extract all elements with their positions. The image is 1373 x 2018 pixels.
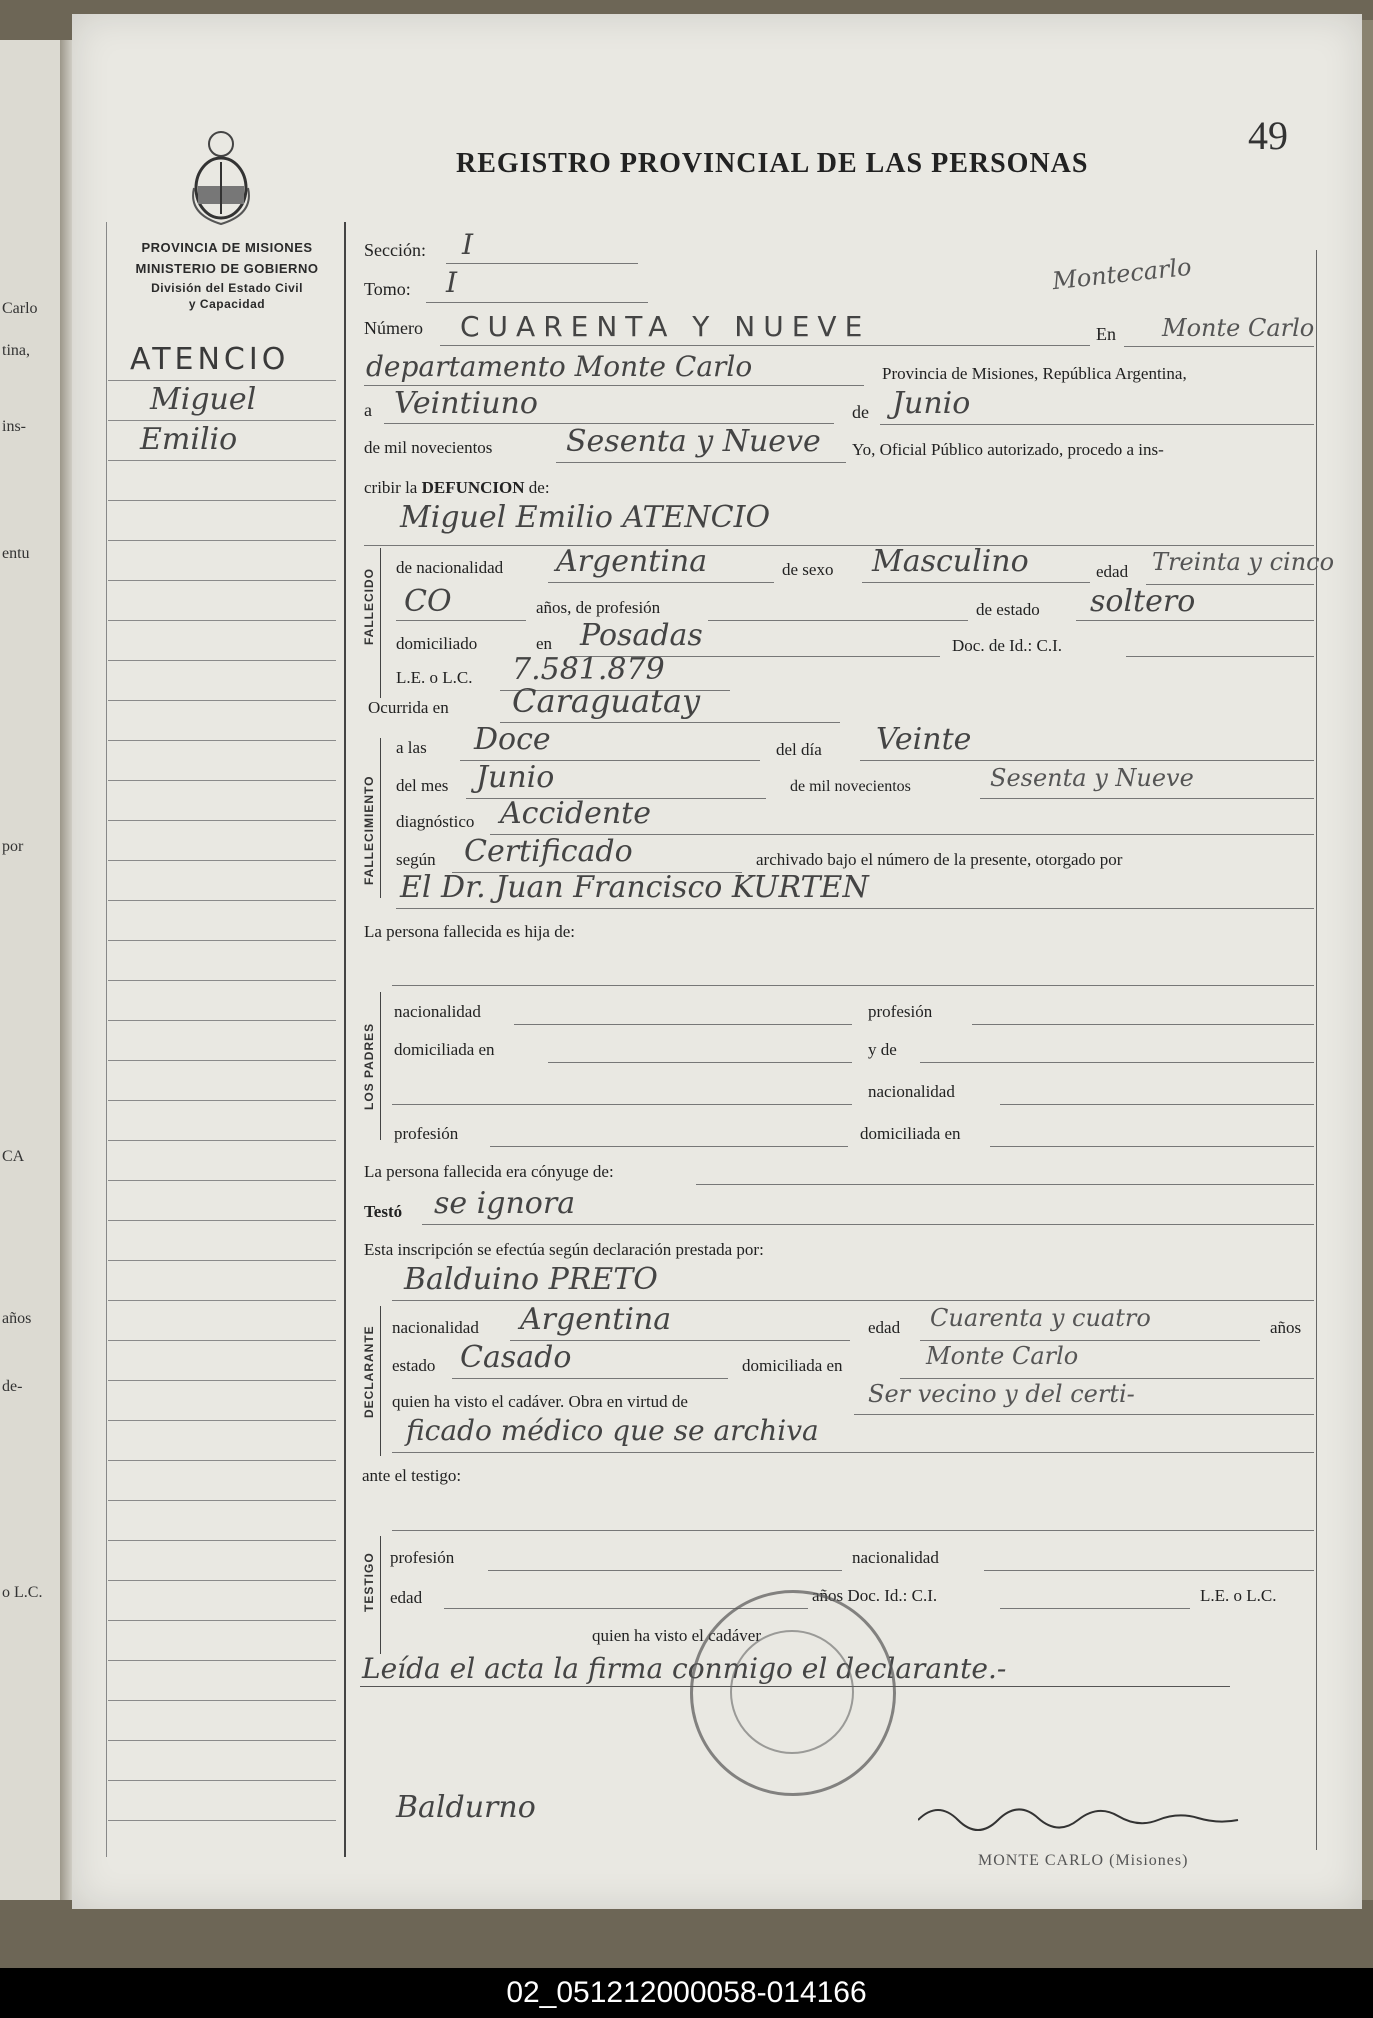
declarante-nacionalidad-label: nacionalidad	[392, 1318, 479, 1337]
margin-line	[108, 1180, 336, 1181]
testigo-side-label: TESTIGO	[362, 1552, 376, 1612]
margin-line	[108, 380, 336, 381]
field-line	[548, 582, 774, 583]
left-page-fragment: ins-	[2, 418, 26, 435]
left-page-fragment: CA	[2, 1148, 25, 1165]
margin-line	[108, 1220, 336, 1221]
quien-label: quien ha visto el cadáver. Obra en virtud de	[392, 1392, 688, 1411]
official-seal-inner	[730, 1630, 854, 1754]
field-line	[392, 1104, 852, 1105]
field-line	[514, 1024, 852, 1025]
left-column-rule	[344, 222, 346, 1857]
section-rule	[380, 738, 381, 898]
padres-side-label: LOS PADRES	[362, 1022, 376, 1110]
del-dia-label: del día	[776, 740, 822, 759]
margin-line	[108, 500, 336, 501]
margin-first-name: Miguel	[150, 382, 257, 417]
margin-line	[108, 1020, 336, 1021]
left-page-fragment: o L.C.	[2, 1584, 43, 1601]
seccion-value: I	[462, 228, 474, 261]
margin-line	[108, 700, 336, 701]
ocurrida-value: Caraguatay	[512, 682, 701, 720]
field-line	[426, 302, 648, 303]
testo-value: se ignora	[434, 1186, 576, 1221]
de-colon-label: de:	[528, 478, 550, 497]
field-line	[488, 1570, 842, 1571]
margin-line	[108, 1700, 336, 1701]
sexo-value: Masculino	[872, 544, 1029, 579]
hija-label: La persona fallecida es hija de:	[364, 922, 575, 941]
right-border-rule	[1316, 250, 1317, 1850]
division-label: División del Estado Civil	[151, 281, 303, 295]
margin-line	[108, 1380, 336, 1381]
field-line	[1000, 1104, 1314, 1105]
margin-line	[108, 1540, 336, 1541]
tomo-value: I	[446, 266, 458, 299]
field-line	[880, 424, 1314, 425]
margin-line	[108, 1420, 336, 1421]
field-line	[972, 1024, 1314, 1025]
field-line	[392, 1530, 1314, 1531]
section-rule	[380, 1536, 381, 1654]
margin-line	[108, 460, 336, 461]
margin-line	[108, 980, 336, 981]
officer-signature	[918, 1800, 1248, 1834]
section-rule	[380, 548, 381, 698]
estado-label: de estado	[976, 600, 1040, 619]
testigo-le-label: L.E. o L.C.	[1200, 1586, 1277, 1605]
edad-label: edad	[1096, 562, 1129, 581]
stamp-text	[978, 1852, 1188, 1870]
margin-line	[108, 1140, 336, 1141]
field-line	[708, 620, 968, 621]
a-las-label: a las	[396, 738, 427, 757]
tomo-label: Tomo:	[364, 279, 411, 299]
province-label: PROVINCIA DE MISIONES	[141, 240, 313, 255]
field-line	[556, 462, 846, 463]
margin-line	[108, 540, 336, 541]
field-line	[500, 722, 840, 723]
field-line	[1000, 1608, 1190, 1609]
field-line	[854, 1414, 1314, 1415]
margin-line	[108, 780, 336, 781]
testigo-quien-label: quien ha visto el cadáver	[592, 1626, 761, 1645]
en-value: Monte Carlo	[1162, 314, 1315, 342]
defuncion-label: DEFUNCION	[421, 478, 525, 497]
declarante-estado-label: estado	[392, 1356, 436, 1375]
margin-line	[108, 1060, 336, 1061]
fallecimiento-side-label: FALLECIMIENTO	[362, 775, 376, 885]
ministry-label: MINISTERIO DE GOBIERNO	[135, 261, 319, 276]
margin-line	[108, 1660, 336, 1661]
field-line	[920, 1062, 1314, 1063]
margin-line	[108, 620, 336, 621]
margin-line	[108, 940, 336, 941]
margin-line	[108, 660, 336, 661]
left-page-fragment: de-	[2, 1378, 23, 1395]
field-line	[860, 760, 1314, 761]
stamp-location: MONTE CARLO	[978, 1852, 1105, 1869]
mil-novecientos-value: Sesenta y Nueve	[990, 764, 1194, 792]
en-label: En	[1096, 324, 1116, 344]
testigo-doc-label: años Doc. Id.: C.I.	[812, 1586, 938, 1605]
field-line	[1124, 346, 1314, 347]
declarante-edad-label: edad	[868, 1318, 901, 1337]
domiciliado-en-label: en	[536, 634, 553, 653]
left-margin-rule	[106, 222, 107, 1857]
padres-domiciliada-label: domiciliada en	[394, 1040, 495, 1059]
field-line	[396, 908, 1314, 909]
margin-line	[108, 420, 336, 421]
field-line	[422, 1224, 1314, 1225]
le-lc-label: L.E. o L.C.	[396, 668, 473, 687]
margin-line	[108, 860, 336, 861]
margin-line	[108, 1780, 336, 1781]
numero-value: CUARENTA Y NUEVE	[460, 310, 871, 343]
field-line	[920, 1340, 1260, 1341]
numero-label: Número	[364, 318, 423, 338]
diagnostico-value: Accidente	[500, 796, 651, 831]
page-title: REGISTRO PROVINCIAL DE LAS PERSONAS	[456, 148, 1089, 179]
del-mes-label: del mes	[396, 776, 449, 795]
anio-value: Sesenta y Nueve	[566, 424, 821, 459]
margin-line	[108, 580, 336, 581]
field-line	[900, 1378, 1314, 1379]
field-line	[392, 1300, 1314, 1301]
margin-line	[108, 820, 336, 821]
margin-line	[108, 1300, 336, 1301]
ocurrida-label: Ocurrida en	[368, 698, 449, 717]
declarante-domiciliada-value: Monte Carlo	[926, 1342, 1079, 1370]
medico-value: El Dr. Juan Francisco KURTEN	[400, 870, 869, 905]
margin-line	[108, 1740, 336, 1741]
declarant-signature: Baldurno	[396, 1790, 536, 1825]
field-line	[696, 1184, 1314, 1185]
declarante-edad-value: Cuarenta y cuatro	[930, 1304, 1151, 1332]
provincia-label: Provincia de Misiones, República Argentina,	[882, 364, 1187, 383]
margin-line	[108, 1340, 336, 1341]
margin-line	[108, 1100, 336, 1101]
image-id-bar: 02_051212000058-014166	[0, 1968, 1373, 2018]
del-mes-value: Junio	[476, 760, 555, 795]
margin-line	[108, 1260, 336, 1261]
field-line	[490, 1146, 848, 1147]
left-page-fragment: por	[2, 838, 24, 855]
testigo-nacionalidad-label: nacionalidad	[852, 1548, 939, 1567]
padres-profesion-label: profesión	[868, 1002, 933, 1021]
yo-oficial-label: Yo, Oficial Público autorizado, procedo a ins-	[852, 440, 1164, 459]
quien-value-continued: ficado médico que se archiva	[406, 1414, 819, 1447]
field-line	[984, 1570, 1314, 1571]
edad-value-continued: CO	[404, 584, 452, 619]
sexo-label: de sexo	[782, 560, 834, 579]
left-page-fragment: años	[2, 1310, 32, 1327]
cribir-label	[364, 478, 550, 498]
segun-value: Certificado	[464, 834, 633, 869]
margin-line	[108, 740, 336, 741]
fallecido-side-label: FALLECIDO	[362, 568, 376, 645]
le-lc-value: 7.581.879	[512, 652, 665, 687]
edad-value: Treinta y cinco	[1152, 548, 1335, 576]
a-label: a	[364, 400, 372, 420]
del-dia-value: Veinte	[876, 722, 972, 757]
inscripcion-label: Esta inscripción se efectúa según declaración prestada por:	[364, 1240, 764, 1259]
field-line	[1126, 656, 1314, 657]
margin-second-name: Emilio	[140, 422, 238, 457]
field-line	[392, 985, 1314, 986]
conyuge-label: La persona fallecida era cónyuge de:	[364, 1162, 614, 1181]
fallecido-name: Miguel Emilio ATENCIO	[400, 500, 771, 535]
coat-of-arms-icon	[186, 124, 256, 233]
field-line	[446, 263, 638, 264]
a-value: Veintiuno	[394, 386, 538, 421]
nacionalidad-label: de nacionalidad	[396, 558, 504, 577]
padres-nacionalidad-label: nacionalidad	[394, 1002, 481, 1021]
margin-line	[108, 1500, 336, 1501]
doc-id-label: Doc. de Id.: C.I.	[952, 636, 1063, 655]
cribir-text: cribir la	[364, 478, 418, 497]
ante-testigo-label: ante el testigo:	[362, 1466, 462, 1485]
left-page-fragment: Carlo	[2, 300, 38, 317]
testigo-edad-label: edad	[390, 1588, 423, 1607]
margin-location-note: Montecarlo	[1050, 252, 1193, 296]
field-line	[1076, 620, 1314, 621]
de-label: de	[852, 402, 869, 422]
nacionalidad-value: Argentina	[556, 544, 708, 579]
field-line	[452, 1378, 728, 1379]
field-line	[440, 345, 1090, 346]
mil-novecientos-label-2: de mil novecientos	[790, 778, 911, 795]
testigo-profesion-label: profesión	[390, 1548, 455, 1567]
padres-domiciliada-label-2: domiciliada en	[860, 1124, 961, 1143]
anios-profesion-label: años, de profesión	[536, 598, 661, 617]
declarante-nacionalidad-value: Argentina	[520, 1302, 672, 1337]
a-las-value: Doce	[474, 722, 551, 757]
testo-label: Testó	[364, 1202, 403, 1221]
mil-novecientos-label: de mil novecientos	[364, 438, 493, 457]
field-line	[396, 620, 526, 621]
margin-line	[108, 1620, 336, 1621]
declarante-name: Balduino PRETO	[404, 1262, 658, 1297]
page-number: 49	[1248, 113, 1288, 158]
left-page-fragment: entu	[2, 545, 30, 562]
left-page-fragment: tina,	[2, 342, 30, 359]
margin-surname: ATENCIO	[130, 342, 290, 377]
declarante-side-label: DECLARANTE	[362, 1325, 376, 1418]
seccion-label: Sección:	[364, 240, 426, 260]
padres-profesion-label-2: profesión	[394, 1124, 459, 1143]
margin-line	[108, 900, 336, 901]
padres-y-de-label: y de	[868, 1040, 897, 1059]
declarante-estado-value: Casado	[460, 1340, 572, 1375]
field-line	[980, 798, 1314, 799]
departamento-value: departamento Monte Carlo	[366, 350, 753, 383]
declarante-anios-label: años	[1270, 1318, 1302, 1337]
field-line	[364, 545, 1314, 546]
section-rule	[380, 1306, 381, 1456]
mes-value: Junio	[892, 386, 971, 421]
quien-value: Ser vecino y del certi-	[868, 1380, 1135, 1408]
field-line	[392, 1452, 1314, 1453]
closing-handwriting: Leída el acta la firma conmigo el declarante.-	[362, 1652, 1007, 1685]
estado-value: soltero	[1090, 584, 1196, 619]
division-label-2: y Capacidad	[188, 297, 266, 311]
margin-line	[108, 1460, 336, 1461]
domiciliado-label: domiciliado	[396, 634, 478, 653]
diagnostico-label: diagnóstico	[396, 812, 475, 831]
section-rule	[380, 992, 381, 1140]
archivado-label: archivado bajo el número de la presente, otorgado por	[756, 850, 1123, 869]
declarante-domiciliada-label: domiciliada en	[742, 1356, 843, 1375]
padres-nacionalidad-label-2: nacionalidad	[868, 1082, 955, 1101]
stamp-province: (Misiones)	[1109, 1852, 1189, 1869]
field-line	[862, 582, 1090, 583]
margin-line	[108, 1820, 336, 1821]
field-line	[990, 1146, 1314, 1147]
margin-line	[108, 1580, 336, 1581]
segun-label: según	[396, 850, 436, 869]
domiciliado-value: Posadas	[580, 618, 703, 653]
field-line	[548, 1062, 852, 1063]
